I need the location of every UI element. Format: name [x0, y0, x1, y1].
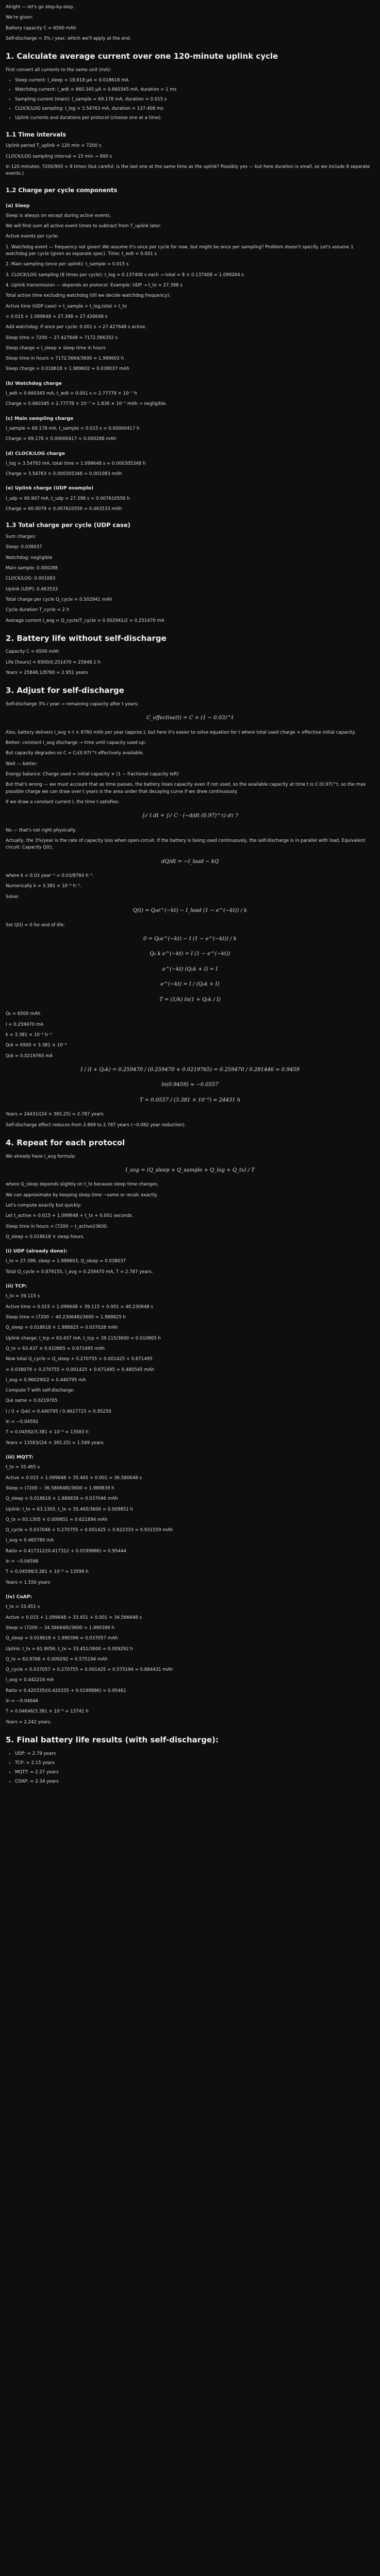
- section-title: 2. Battery life without self-discharge: [6, 633, 167, 643]
- calc-line: Years = 2.242 years.: [6, 1719, 52, 1725]
- total-line: Average current I_avg = Q_cycle/T_cycle = 0.502941/2 ≈ 0.251470 mA: [6, 618, 164, 623]
- part-title: (i) UDP (already done):: [6, 1248, 68, 1255]
- calc-line: t_tx = 33.451 s: [6, 1604, 40, 1610]
- calc-line: Sleep charge = 0.018618 × 1.989602 ≈ 0.038037 mAh: [6, 366, 129, 372]
- intro-text: We're given:: [6, 15, 34, 21]
- result-item: • MQTT: ≈ 2.27 years: [15, 1769, 374, 1776]
- paragraph: where Q_sleep depends slightly on t_tx because sleep time changes.: [6, 1182, 159, 1188]
- calc-line: Q_tx = 63.9766 × 0.009292 ≈ 0.575194 mAh: [6, 1656, 108, 1662]
- calc-line: ln = −0.04598: [6, 1559, 39, 1565]
- bullet-item: • Sampling current (main): I_sample = 69.178 mA, duration = 0.015 s: [15, 96, 374, 103]
- calc-line: Uplink (UDP): 0.463533: [6, 586, 58, 592]
- bullet-item: • Uplink currents and durations per protocol (choose one at a time).: [15, 115, 374, 122]
- part-title: (c) Main sampling charge: [6, 415, 74, 421]
- total-line: Total charge per cycle Q_cycle = 0.502941 mAh: [6, 597, 112, 602]
- calc-line: I_avg = 0.442216 mA: [6, 1677, 54, 1683]
- calc-line: T = 0.04598/3.381 × 10⁻⁶ = 13599 h: [6, 1569, 89, 1575]
- part-title: (a) Sleep: [6, 202, 30, 209]
- calc-line: I_avg = 0.465780 mA: [6, 1538, 54, 1544]
- calc-line: CLOCK/LOG: 0.001083: [6, 576, 56, 582]
- part-title: (ii) TCP:: [6, 1283, 27, 1290]
- calc-line: T = 0.04592/3.381 × 10⁻⁶ = 13583 h: [6, 1430, 89, 1435]
- calc-line: ln = −0.04592: [6, 1419, 39, 1425]
- paragraph: Active events per cycle:: [6, 234, 59, 240]
- paragraph: Years = 24431/(24 × 365.25) ≈ 2.787 years: [6, 1112, 104, 1117]
- bullet-item: • Watchdog current: I_wdt = 660.345 μA = 0.660345 mA, duration = 1 ms: [15, 87, 374, 93]
- intro-text: Self-discharge = 3% / year, which we'll apply at the end.: [6, 36, 131, 41]
- calc-line: Uplink charge: I_tcp = 63.437 mA, t_tcp = 39.115/3600 = 0.010865 h: [6, 1335, 161, 1341]
- paragraph: Sleep time in hours = (7200 − t_active)/3600.: [6, 1224, 108, 1229]
- calc-line: Main sample: 0.000288: [6, 566, 58, 571]
- calc-line: Active time (UDP case) = t_sample + t_log,total + t_tx: [6, 303, 127, 309]
- calc-line: Capacity C = 6500 mAh: [6, 649, 59, 655]
- part-title: (iv) CoAP:: [6, 1594, 32, 1600]
- paragraph: Uplink period T_uplink = 120 min = 7200 s: [6, 143, 102, 149]
- paragraph: Solve:: [6, 894, 20, 900]
- calc-line: Total Q_cycle = 0.879155, I_avg = 0.259470 mA, T = 2.787 years.: [6, 1269, 153, 1275]
- calc-line: T = 0.04646/3.381 × 10⁻⁶ = 13741 h: [6, 1709, 89, 1715]
- calc-line: Q_cycle = 0.037046 + 0.270755 + 0.001425 + 0.622333 ≈ 0.931559 mAh: [6, 1528, 173, 1533]
- paragraph: Numerically k = 3.381 × 10⁻⁶ h⁻¹.: [6, 884, 81, 889]
- calc-line: Sleep time in hours = 7172.5664/3600 ≈ 1.989602 h: [6, 356, 124, 362]
- calc-line: I_avg = 0.960290/2 = 0.440795 mA: [6, 1377, 86, 1383]
- paragraph: Wait — better:: [6, 761, 38, 767]
- calc-line: Sleep = (7200 − 36.580648)/3600 = 1.989839 h: [6, 1485, 114, 1491]
- equation: ∫₀ᵗ I dt = ∫₀ᵗ C · (−d/dt (0.97)^τ) dτ ?: [142, 813, 238, 819]
- calc-line: I_tx = 27.398, sleep = 1.989603, Q_sleep = 0.038037: [6, 1259, 126, 1264]
- subsection-title: 1.3 Total charge per cycle (UDP case): [6, 521, 130, 529]
- calc-line: Charge = 3.54763 × 0.000305348 ≈ 0.001083 mAh: [6, 471, 122, 477]
- calc-line: I_wdt = 0.660345 mA, t_wdt = 0.001 s = 2.77778 × 10⁻⁷ h: [6, 391, 137, 396]
- calc-line: t_tx = 35.465 s: [6, 1465, 40, 1470]
- calc-line: ln = −0.04646: [6, 1699, 39, 1704]
- section-title: 3. Adjust for self-discharge: [6, 686, 124, 696]
- calc-line: Q_tx = 63.437 × 0.010865 ≈ 0.671495 mAh: [6, 1346, 105, 1351]
- result-item-list: [6, 1751, 374, 1786]
- calc-line: Sum charges:: [6, 534, 36, 540]
- paragraph: Also, battery delivers I_avg × t × 8760 mAh per year (approx.), but here it's easier to solve equation for t where total used charge = effective initial capacity.: [6, 730, 356, 735]
- paragraph: We already have I_avg formula:: [6, 1154, 76, 1159]
- calc-line: Add watchdog: if once per cycle: 0.001 s → 27.427648 s active.: [6, 325, 147, 330]
- calc-line: Sleep time = (7200 − 40.230648)/3600 = 1.988825 h: [6, 1314, 126, 1320]
- event-item: 1. Watchdog event — frequency not given! We assume it's once per cycle for now, but might be once per sampling? Problem doesn't specify. Let's assume 1 watchdog per cycle (given as separate spec). Time: t_wdt = 0.001 s: [6, 244, 354, 257]
- calc-line: Q_cycle = 0.037057 + 0.270755 + 0.001425 + 0.575194 ≈ 0.884431 mAh: [6, 1667, 173, 1673]
- part-title: (b) Watchdog charge: [6, 380, 62, 386]
- calc-line: I_udp = 60.907 mA, t_udp = 27.398 s = 0.007610556 h: [6, 496, 130, 501]
- calc-line: t_tx = 39.115 s: [6, 1294, 40, 1299]
- calc-line: I = 0.259470 mA: [6, 1022, 44, 1027]
- bullet-item: • Sleep current: I_sleep = 18.618 μA = 0.018618 mA: [15, 77, 374, 84]
- equation: I / (I + Q₀k) = 0.259470 / (0.259470 + 0.0219765) = 0.259470 / 0.281446 ≈ 0.9459: [80, 1066, 300, 1073]
- calc-line: Charge = 0.660345 × 2.77778 × 10⁻⁷ ≈ 1.836 × 10⁻⁷ mAh → negligible.: [6, 401, 167, 407]
- calc-line: Active = 0.015 + 1.099648 + 33.451 + 0.001 = 34.566648 s: [6, 1615, 142, 1620]
- paragraph: Self-discharge 3% / year → remaining capacity after t years:: [6, 701, 139, 707]
- calc-line: = 0.015 + 1.099648 + 27.398 = 27.426648 s: [6, 314, 108, 319]
- part-title: (iii) MQTT:: [6, 1454, 34, 1460]
- calc-line: Years = 13583/(24 × 365.25) = 1.549 years: [6, 1440, 104, 1446]
- total-line: Cycle duration T_cycle = 2 h: [6, 607, 70, 613]
- calc-line: Ratio = 0.417312/(0.417312 + 0.0199886) = 0.95444: [6, 1548, 126, 1554]
- section-title: 1. Calculate average current over one 120-minute uplink cycle: [6, 52, 278, 61]
- paragraph: Total active time excluding watchdog (till we decide watchdog frequency):: [6, 293, 171, 299]
- paragraph: No — that's not right physically.: [6, 827, 76, 833]
- calc-line: Uplink: I_tx = 63.1305, t_tx = 35.465/3600 = 0.009851 h: [6, 1506, 133, 1512]
- calc-line: Years = 25848.1/8760 ≈ 2.951 years: [6, 670, 88, 675]
- equation: T = 0.0557 / (3.381 × 10⁻⁶) ≈ 24431 h: [139, 1097, 241, 1103]
- paragraph: Let's compute exactly but quickly:: [6, 1202, 82, 1208]
- equation: dQ/dt = −I_load − kQ: [161, 858, 219, 865]
- bullet-item: • CLOCK/LOG sampling: I_log = 3.54763 mA, duration = 137.408 ms: [15, 106, 374, 112]
- calc-line: I / (I + Q₀k) = 0.440795 / 0.4627715 = 0.95250: [6, 1409, 111, 1414]
- calc-line: = 0.038079 + 0.270755 + 0.001425 + 0.671495 ≈ 0.480545 mAh: [6, 1367, 155, 1372]
- paragraph: We can approximate by keeping sleep time ~same or recalc exactly.: [6, 1192, 158, 1198]
- event-item: 2. Main sampling (once per uplink): t_sample = 0.015 s: [6, 262, 129, 267]
- calc-line: Now total Q_cycle = Q_sleep + 0.270755 + 0.001425 + 0.671495: [6, 1357, 153, 1362]
- paragraph: Q_sleep = 0.018618 × sleep hours.: [6, 1234, 85, 1240]
- calc-line: Sleep time = 7200 − 27.427648 ≈ 7172.566352 s: [6, 335, 118, 341]
- paragraph: Energy balance: Charge used = initial capacity × (1 − fractional capacity left): [6, 771, 179, 777]
- section-title: 4. Repeat for each protocol: [6, 1138, 125, 1147]
- calc-line: k = 3.381 × 10⁻⁶ h⁻¹: [6, 1032, 52, 1038]
- calc-line: Uplink: I_tx = 61.9056, t_tx = 33.451/3600 = 0.009292 h: [6, 1646, 133, 1652]
- calc-line: Charge = 60.9079 × 0.007610556 ≈ 0.463533 mAh: [6, 506, 122, 512]
- calc-line: Ratio = 0.420335/(0.420335 + 0.0199886) = 0.95461: [6, 1688, 126, 1693]
- calc-line: Sleep: 0.038037: [6, 545, 42, 550]
- equation: I_avg = (Q_sleep + Q_sample + Q_log + Q_tx) / T: [125, 1167, 255, 1173]
- calc-line: Life [hours] = 6500/0.251470 ≈ 25848.1 h: [6, 659, 101, 665]
- calc-line: Q₀k ≈ 0.0219765 mA: [6, 1053, 53, 1059]
- paragraph: If we draw a constant current I, the time t satisfies:: [6, 799, 120, 805]
- paragraph: In 120 minutes: 7200/900 = 8 times (but careful: is the last one at the same time as the uplink? Possibly yes — but here duration is small, so we include 8 separate events.): [6, 164, 370, 177]
- result-item: • UDP: ≈ 2.79 years: [15, 1751, 374, 1757]
- bullet-item-list: [6, 77, 374, 122]
- part-title: (e) Uplink charge (UDP example): [6, 485, 94, 492]
- paragraph: where k = 0.03 year⁻¹ = 0.03/8760 h⁻¹.: [6, 873, 94, 879]
- equation: C_effective(t) = C × (1 − 0.03)^t: [146, 715, 234, 721]
- equation: Q₀ k e^(−kt) = I (1 − e^(−kt)): [150, 951, 230, 957]
- part-title: (d) CLOCK/LOG charge: [6, 450, 65, 456]
- result-item: • TCP: ≈ 2.15 years: [15, 1760, 374, 1767]
- calc-line: Q_sleep = 0.018618 × 1.988825 ≈ 0.037028 mAh: [6, 1325, 118, 1331]
- paragraph: But capacity degrades so C = C₀(0.97)^t effectively available.: [6, 751, 144, 756]
- section-title: 5. Final battery life results (with self-discharge):: [6, 1735, 219, 1744]
- equation: 0 = Q₀e^(−kt) − I (1 − e^(−kt)) / k: [143, 936, 237, 942]
- paragraph: Sleep is always on except during active events.: [6, 213, 111, 218]
- calc-line: Q_sleep = 0.018618 × 1.989839 = 0.037046 mAh: [6, 1496, 118, 1502]
- paragraph: Let t_active = 0.015 + 1.099648 + t_tx + 0.001 seconds.: [6, 1213, 134, 1219]
- calc-line: Years = 1.550 years: [6, 1580, 51, 1585]
- subsection-title: 1.1 Time intervals: [6, 130, 67, 138]
- equation: e^(−kt) = I / (Q₀k + I): [160, 981, 220, 988]
- paragraph: First convert all currents to the same unit (mA):: [6, 67, 111, 73]
- paragraph: Actually, the 3%/year is the rate of capacity loss when open-circuit. If the battery is being used continuously, the self-discharge is in parallel with load. Equivalent circuit: Capacity Q(t),: [6, 838, 366, 851]
- intro-text: Alright — let's go step-by-step.: [6, 5, 75, 10]
- calc-line: I_sample = 69.178 mA, t_sample = 0.015 s = 0.00000417 h: [6, 426, 140, 431]
- calc-line: Charge = 69.178 × 0.00000417 ≈ 0.000288 mAh: [6, 436, 117, 442]
- event-item: 3. CLOCK/LOG sampling (8 times per cycle): t_log = 0.137408 s each → total = 8 × 0.137408 = 1.099264 s: [6, 272, 244, 278]
- calc-line: Q_sleep = 0.018618 × 1.990396 = 0.037057 mAh: [6, 1636, 118, 1641]
- calc-line: Watchdog: negligible: [6, 555, 53, 561]
- equation: Q(t) = Q₀e^(−kt) − I_load (1 − e^(−kt)) / k: [133, 908, 247, 913]
- subsection-title: 1.2 Charge per cycle components: [6, 186, 118, 194]
- calc-line: Active time = 0.015 + 1.099648 + 39.115 + 0.001 = 40.230648 s: [6, 1304, 154, 1310]
- paragraph: CLOCK/LOG sampling interval = 15 min → 900 s: [6, 154, 112, 159]
- calc-line: Sleep charge = I_sleep × sleep time in hours: [6, 345, 106, 351]
- equation: ln(0.9459) ≈ −0.0557: [161, 1082, 219, 1088]
- paragraph: Better: constant I_avg discharge → time until capacity used up:: [6, 740, 146, 745]
- equation: T = (1/k) ln(1 + Q₀k / I): [159, 996, 221, 1003]
- calc-line: Q₀k = 6500 × 3.381 × 10⁻⁶: [6, 1043, 67, 1048]
- calc-line: Sleep = (7200 − 34.566648)/3600 = 1.990396 h: [6, 1625, 114, 1631]
- calc-line: Compute T with self-discharge:: [6, 1388, 75, 1394]
- calc-line: Q₀ = 6500 mAh: [6, 1011, 41, 1017]
- calc-line: Q₀k same = 0.0219765: [6, 1398, 58, 1404]
- calc-line: Active = 0.015 + 1.099648 + 35.465 + 0.001 = 36.580648 s: [6, 1475, 142, 1481]
- calc-line: Q_tx = 63.1305 × 0.009851 ≈ 0.621894 mAh: [6, 1517, 108, 1522]
- paragraph: Self-discharge effect reduces from 2.869 to 2.787 years (~0.082 year reduction).: [6, 1122, 186, 1128]
- event-item: 4. Uplink transmission — depends on protocol. Example: UDP → t_tx = 27.398 s: [6, 282, 183, 288]
- intro-text: Battery capacity C = 6500 mAh: [6, 25, 76, 31]
- paragraph: But that's wrong — we must account that as time passes, the battery loses capacity even if not used, so the available capacity at time t is C·(0.97)^t, so the max possible charge we can draw over t years is the area under that decaying curve if we drew continuously.: [6, 782, 366, 794]
- equation: e^(−kt) (Q₀k + I) = I: [162, 966, 218, 972]
- paragraph: Set Q(t) = 0 for end of life:: [6, 922, 65, 928]
- paragraph: We will first sum all active event times to subtract from T_uplink later.: [6, 224, 161, 229]
- calc-line: I_log = 3.54763 mA, total time = 1.099648 s = 0.000305348 h: [6, 461, 146, 466]
- result-item: • COAP: ≈ 2.34 years: [15, 1778, 374, 1785]
